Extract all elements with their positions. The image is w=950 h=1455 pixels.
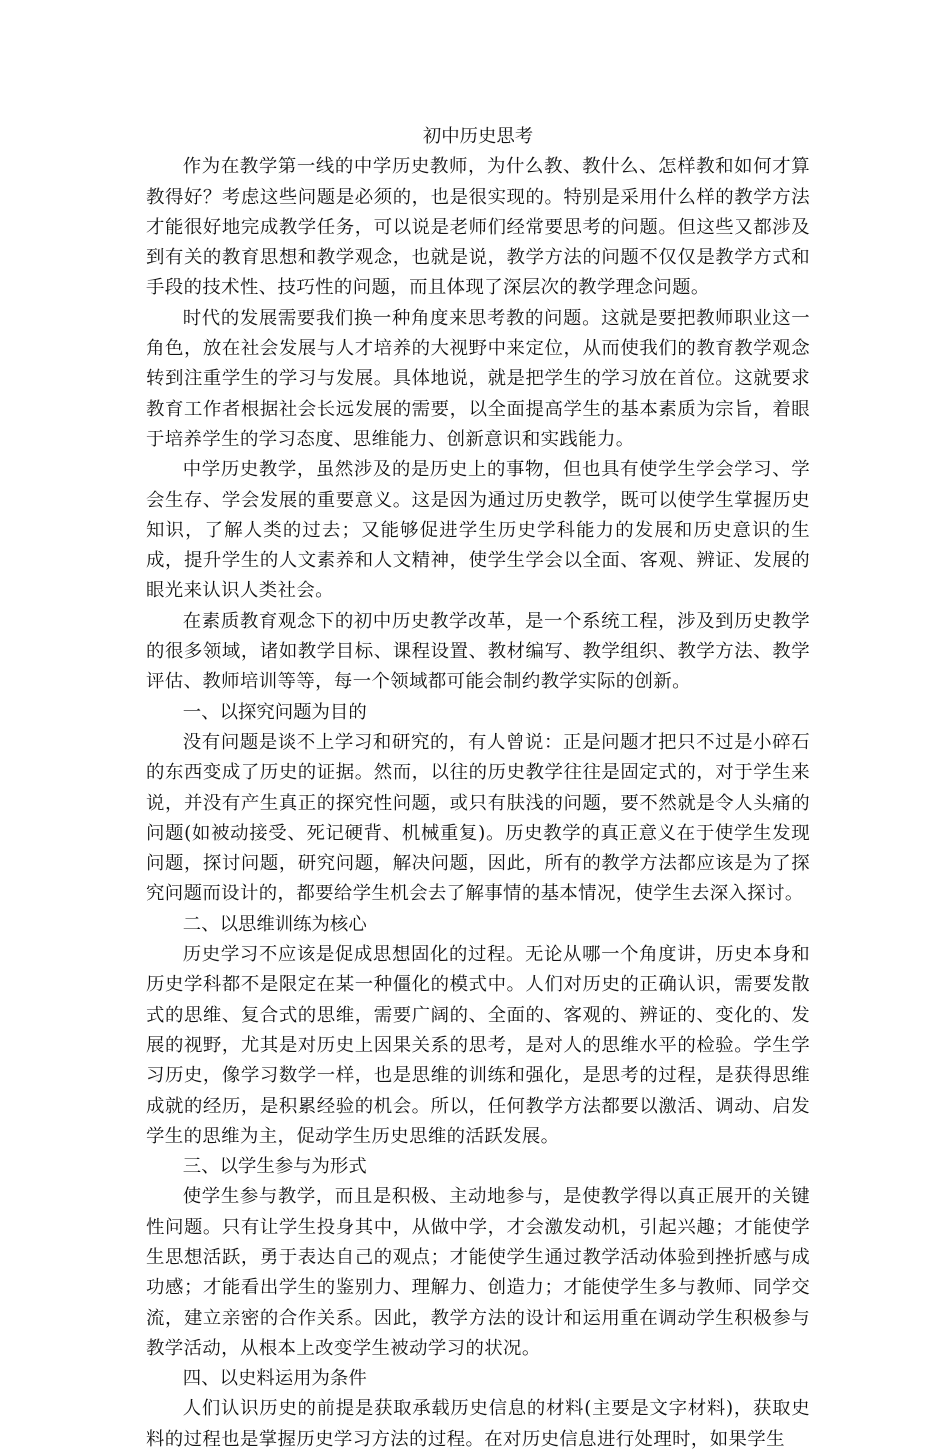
section-paragraph: 没有问题是谈不上学习和研究的，有人曾说：正是问题才把只不过是小碎石的东西变成了历史的证据。然而，以往的历史教学往往是固定式的，对于学生来说，并没有产生真正的探究性问题，或只有肤浅的问题，要不然就是令人头痛的问题(如被动接受、死记硬背、机械重复)。历史教学的真正意义在于使学生发现问题，探讨问题，研究问题，解决问题，因此，所有的教学方法都应该是为了探究问题而设计的，都要给学生机会去了解事情的基本情况，使学生去深入探讨。	[146, 731, 810, 905]
body-paragraph: 在素质教育观念下的初中历史教学改革，是一个系统工程，涉及到历史教学的很多领域，诸如教学目标、课程设置、教材编写、教学组织、教学方法、教学评估、教师培训等等，每一个领域都可能会制约教学实际的创新。	[146, 610, 810, 693]
section-heading: 四、以史料运用为条件	[182, 1368, 367, 1390]
body-paragraph: 中学历史教学，虽然涉及的是历史上的事物，但也具有使学生学会学习、学会生存、学会发展的重要意义。这是因为通过历史教学，既可以使学生掌握历史知识，了解人类的过去；又能够促进学生历史学科能力的发展和历史意识的生成，提升学生的人文素养和人文精神，使学生学会以全面、客观、辨证、发展的眼光来认识人类社会。	[146, 459, 810, 602]
section-heading: 一、以探究问题为目的	[182, 701, 367, 723]
section-paragraph: 历史学习不应该是促成思想固化的过程。无论从哪一个角度讲，历史本身和历史学科都不是限定在某一种僵化的模式中。人们对历史的正确认识，需要发散式的思维、复合式的思维，需要广阔的、全面的、客观的、辨证的、变化的、发展的视野，尤其是对历史上因果关系的思考，是对人的思维水平的检验。学生学习历史，像学习数学一样，也是思维的训练和强化，是思考的过程，是获得思维成就的经历，是积累经验的机会。所以，任何教学方法都要以激活、调动、启发学生的思维为主，促动学生历史思维的活跃发展。	[146, 944, 810, 1147]
body-paragraph: 作为在教学第一线的中学历史教师，为什么教、教什么、怎样教和如何才算教得好？考虑这些问题是必须的，也是很实现的。特别是采用什么样的教学方法才能很好地完成教学任务，可以说是老师们经常要思考的问题。但这些又都涉及到有关的教育思想和教学观念，也就是说，教学方法的问题不仅仅是教学方式和手段的技术性、技巧性的问题，而且体现了深层次的教学理念问题。	[146, 156, 810, 299]
section-paragraph: 使学生参与教学，而且是积极、主动地参与，是使教学得以真正展开的关键性问题。只有让学生投身其中，从做中学，才会激发动机，引起兴趣；才能使学生思想活跃，勇于表达自己的观点；才能使学生通过教学活动体验到挫折感与成功感；才能看出学生的鉴别力、理解力、创造力；才能使学生多与教师、同学交流，建立亲密的合作关系。因此，教学方法的设计和运用重在调动学生积极参与教学活动，从根本上改变学生被动学习的状况。	[146, 1186, 810, 1359]
document-title: 初中历史思考	[422, 126, 534, 147]
body-paragraph: 时代的发展需要我们换一种角度来思考教的问题。这就是要把教师职业这一角色，放在社会发展与人才培养的大视野中来定位，从而使我们的教育教学观念转到注重学生的学习与发展。具体地说，就是把学生的学习放在首位。这就要求教育工作者根据社会长远发展的需要，以全面提高学生的基本素质为宗旨，着眼于培养学生的学习态度、思维能力、创新意识和实践能力。	[146, 307, 810, 450]
section-heading: 三、以学生参与为形式	[182, 1156, 367, 1178]
document-page	[146, 122, 810, 1455]
section-paragraph: 人们认识历史的前提是获取承载历史信息的材料(主要是文字材料)，获取史料的过程也是掌握历史学习方法的过程。在对历史信息进行处理时，如果学生	[146, 1398, 810, 1450]
section-heading: 二、以思维训练为核心	[182, 913, 367, 935]
